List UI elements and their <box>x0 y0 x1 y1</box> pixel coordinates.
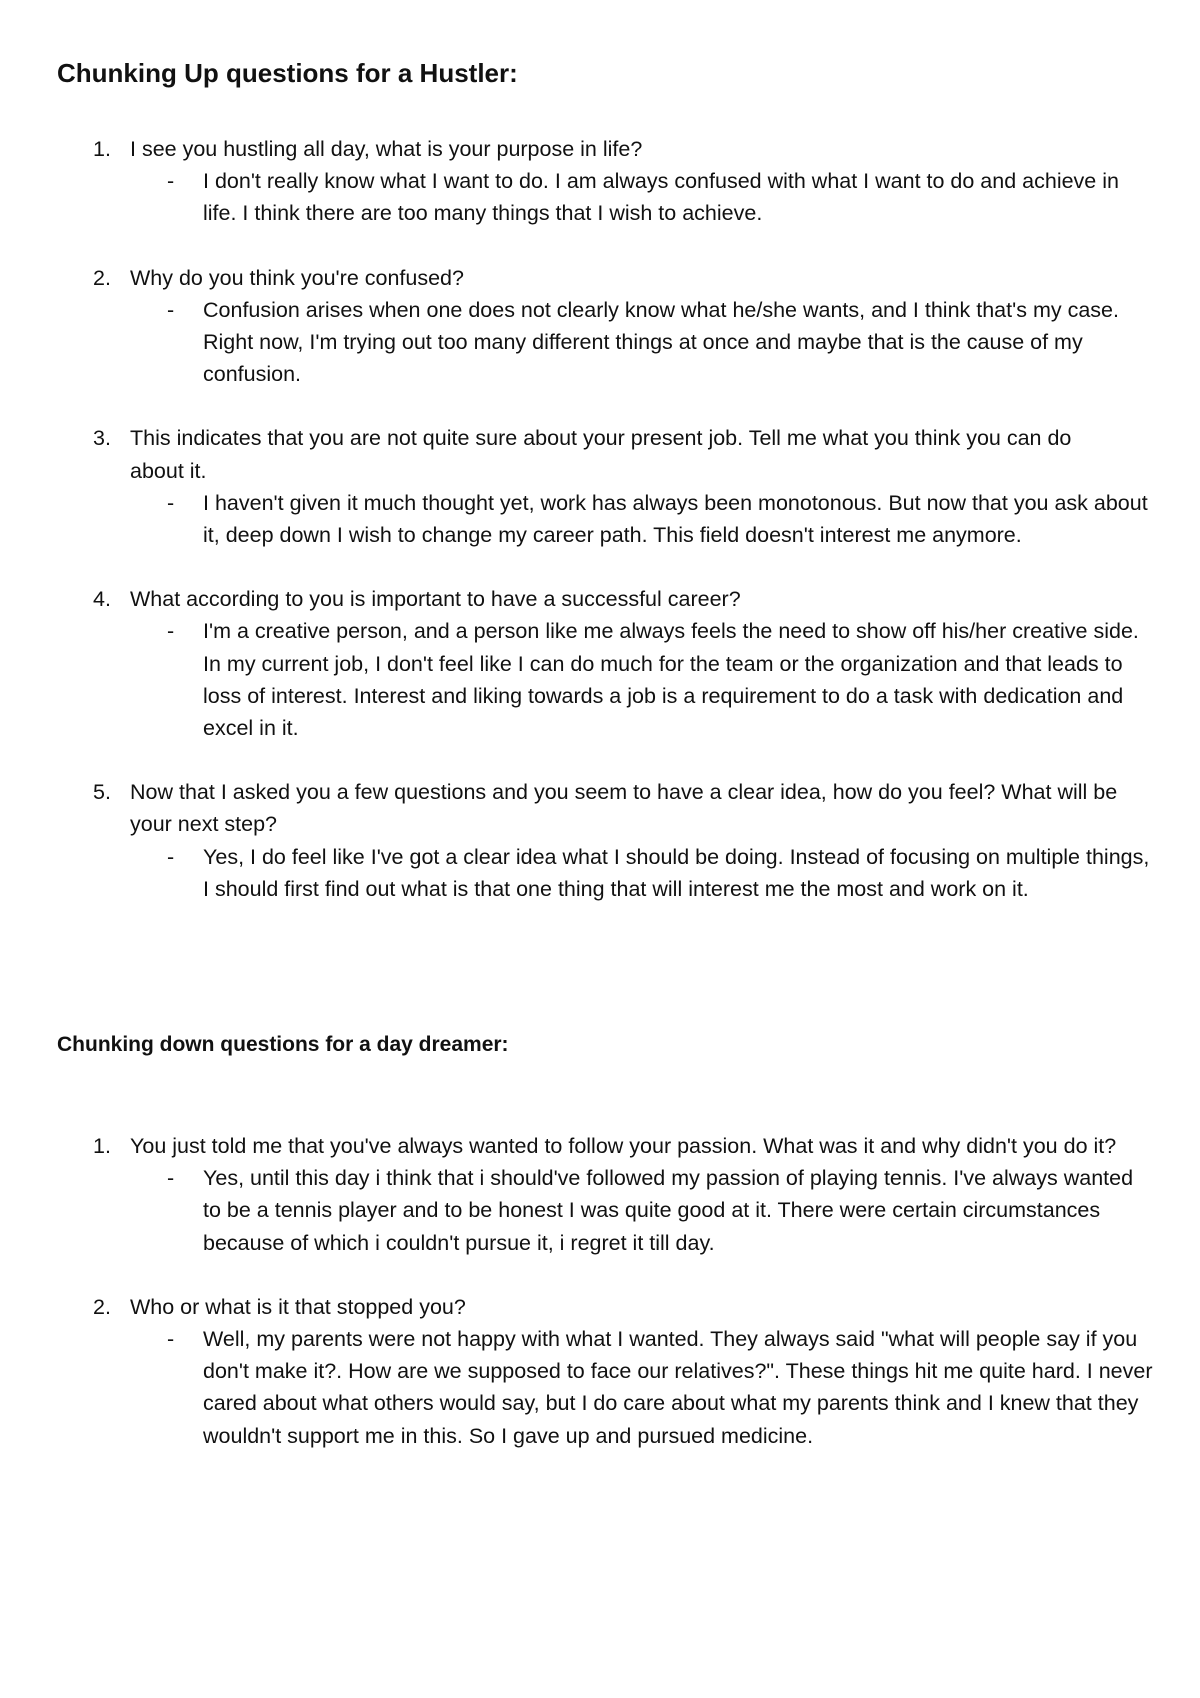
answer-dash-marker: - <box>167 1166 175 1191</box>
answer-block <box>0 487 1200 551</box>
question-text: Who or what is it that stopped you? <box>130 1294 466 1319</box>
question-text: Why do you think you're confused? <box>130 265 464 290</box>
answer-text: I don't really know what I want to do. I am always confused with what I want to do and achieve in life. I think there are too many things that I wish to achieve. <box>203 169 1119 226</box>
answer-block <box>0 1323 1200 1452</box>
question-number: 4. <box>93 587 111 612</box>
answer-dash-marker: - <box>167 297 175 322</box>
answer-dash-marker: - <box>167 619 175 644</box>
question-number: 1. <box>93 1134 111 1158</box>
answer-dash-marker: - <box>167 490 175 515</box>
answer-dash-marker: - <box>167 844 175 869</box>
question-number: 1. <box>93 137 111 161</box>
question-number: 3. <box>93 426 111 451</box>
answer-block <box>0 1162 1200 1259</box>
question-item <box>0 262 1200 391</box>
answer-text: Confusion arises when one does not clearly know what he/she wants, and I think that's my case. Right now, I'm trying out too many different things at once and maybe that is the cause of my confusion. <box>203 297 1119 387</box>
answer-dash-marker: - <box>167 1327 175 1352</box>
answer-text: I'm a creative person, and a person like me always feels the need to show off his/her creative side. In my current job, I don't feel like I can do much for the team or the organization and that leads to loss of interest. Interest and liking towards a job is a requirement to do a task with dedication and excel in it. <box>203 619 1139 741</box>
answer-text: I haven't given it much thought yet, work has always been monotonous. But now that you ask about it, deep down I wish to change my career path. This field doesn't interest me anymore. <box>203 490 1148 548</box>
question-number: 2. <box>93 265 111 290</box>
answer-block <box>0 841 1200 905</box>
question-item <box>0 583 1200 744</box>
question-item <box>0 133 1200 230</box>
answer-block <box>0 165 1200 229</box>
answer-text: Yes, I do feel like I've got a clear idea what I should be doing. Instead of focusing on multiple things, I should first find out what is that one thing that will interest me the most and work on it. <box>203 844 1150 901</box>
answer-block <box>0 294 1200 391</box>
question-item <box>0 1291 1200 1452</box>
question-text: Now that I asked you a few questions and you seem to have a clear idea, how do you feel? What will be your next step? <box>130 780 1118 837</box>
question-text: What according to you is important to have a successful career? <box>130 587 741 612</box>
question-list-chunking-down <box>0 1130 1200 1484</box>
question-item <box>0 1130 1200 1259</box>
question-list-chunking-up <box>0 133 1200 937</box>
answer-dash-marker: - <box>167 169 175 194</box>
question-number: 2. <box>93 1294 111 1319</box>
answer-text: Well, my parents were not happy with what I wanted. They always said "what will people say if you don't make it?. How are we supposed to face our relatives?". These things hit me quite hard. I never cared about what others would say, but I do care about what my parents think and I knew that they wouldn't support me in this. So I gave up and pursued medicine. <box>203 1327 1153 1448</box>
answer-block <box>0 615 1200 744</box>
question-text: I see you hustling all day, what is your purpose in life? <box>130 137 643 161</box>
section-title-chunking-up: Chunking Up questions for a Hustler: <box>57 58 518 88</box>
section-title-chunking-down: Chunking down questions for a day dreamer: <box>57 1033 509 1056</box>
question-text: This indicates that you are not quite sure about your present job. Tell me what you think you can do about it. <box>130 426 1072 483</box>
question-item <box>0 422 1200 551</box>
question-text: You just told me that you've always wanted to follow your passion. What was it and why didn't you do it? <box>130 1134 1117 1158</box>
question-item <box>0 776 1200 905</box>
question-number: 5. <box>93 780 111 805</box>
answer-text: Yes, until this day i think that i should've followed my passion of playing tennis. I've always wanted to be a tennis player and to be honest I was quite good at it. There were certain circumstances because of which i couldn't pursue it, i regret it till day. <box>203 1166 1134 1255</box>
